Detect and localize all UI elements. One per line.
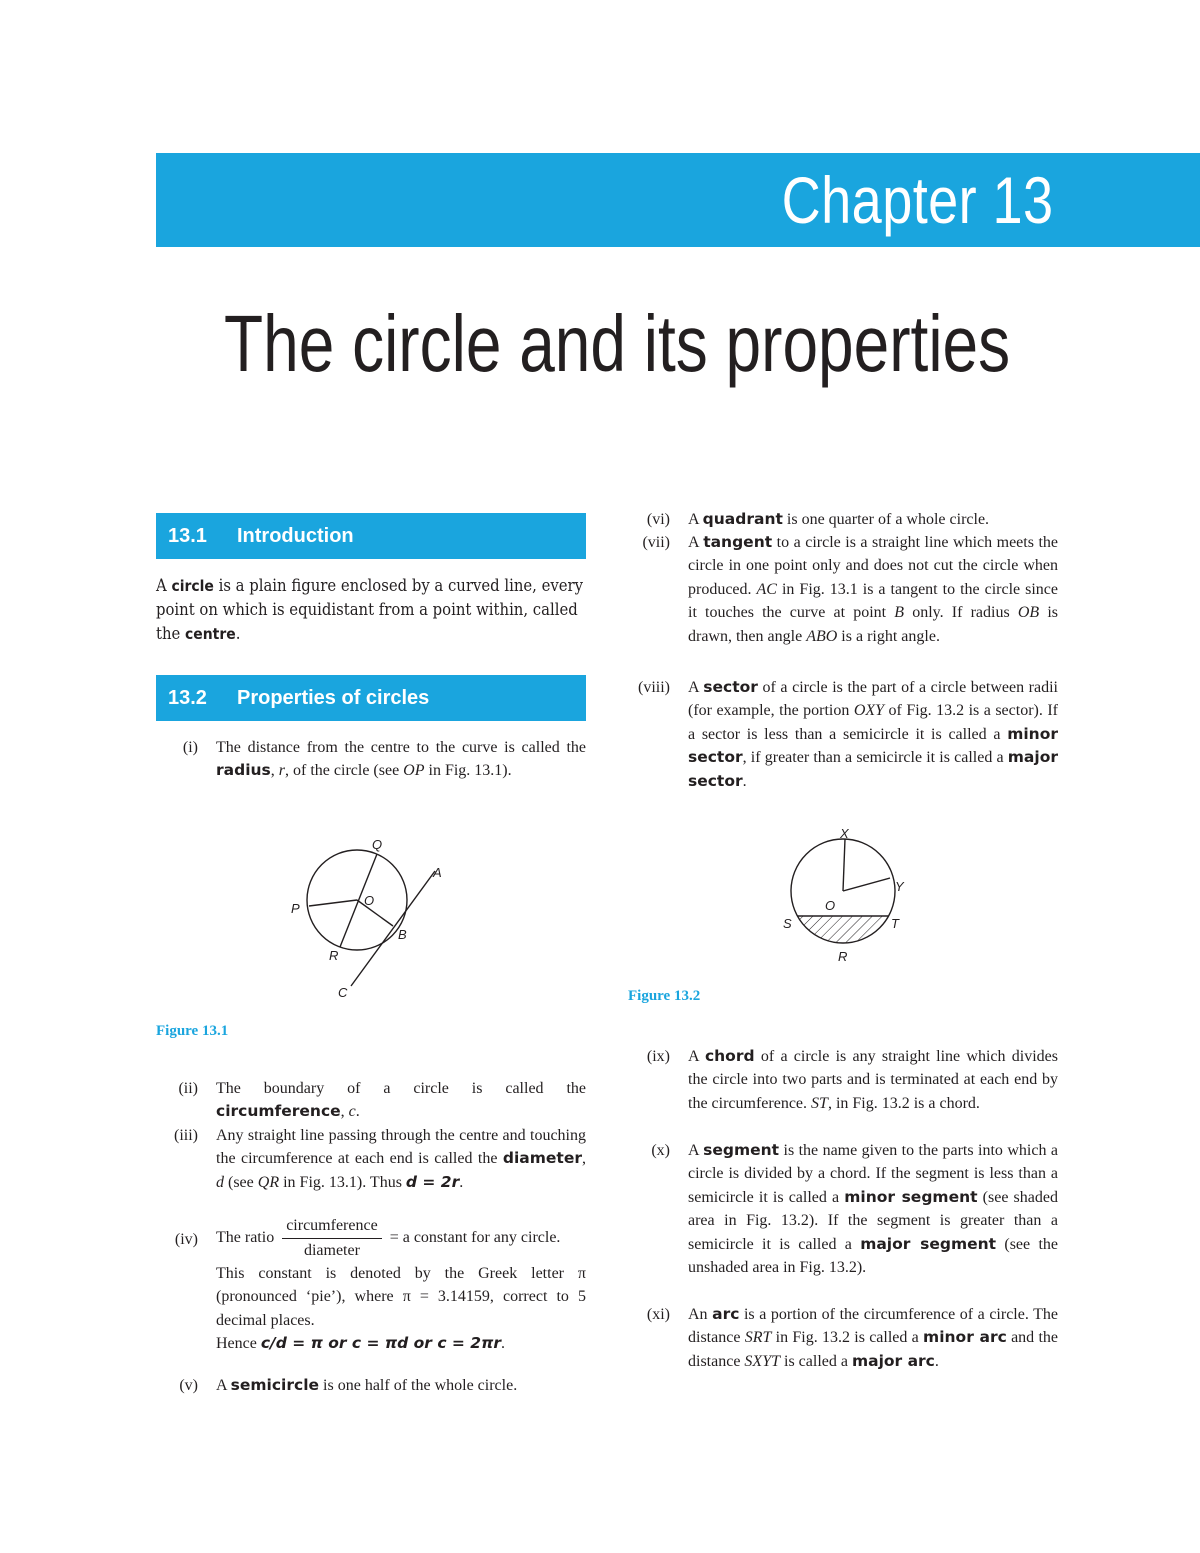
label-T: T	[891, 916, 899, 931]
label-Y: Y	[895, 879, 904, 894]
chapter-label: Chapter 13	[782, 163, 1054, 237]
chapter-title: The circle and its properties	[224, 299, 1011, 388]
ratio-fraction: $\frac{\text{circumference}}{\text{diameter}}$	[282, 1216, 381, 1261]
label-R: R	[329, 948, 339, 963]
label-X: X	[840, 826, 849, 841]
label-P: P	[291, 901, 300, 916]
label-O: O	[825, 898, 836, 913]
label-Q: Q	[372, 837, 383, 852]
label-B: B	[398, 927, 407, 942]
figure-13-2-diagram	[775, 825, 915, 965]
figure-13-2-caption: Figure 13.2	[628, 988, 701, 1004]
label-A: A	[433, 865, 442, 880]
section-heading-properties	[156, 675, 586, 721]
figure-13-1-diagram	[280, 835, 470, 1005]
section-number: 13.1	[168, 525, 207, 547]
label-O: O	[364, 893, 375, 908]
figure-13-1-caption: Figure 13.1	[156, 1023, 229, 1039]
section-title: Introduction	[237, 525, 354, 547]
section-title: Properties of circles	[237, 687, 430, 709]
intro-paragraph: A circle is a plain figure enclosed by a curved line, every point on which is equidistant from a point within, called the centre.	[156, 576, 584, 643]
section-heading-introduction	[156, 513, 586, 559]
section-number: 13.2	[168, 687, 207, 709]
label-C: C	[338, 985, 348, 1000]
chapter-banner	[156, 153, 1200, 247]
label-S: S	[783, 916, 792, 931]
label-R: R	[838, 949, 848, 964]
